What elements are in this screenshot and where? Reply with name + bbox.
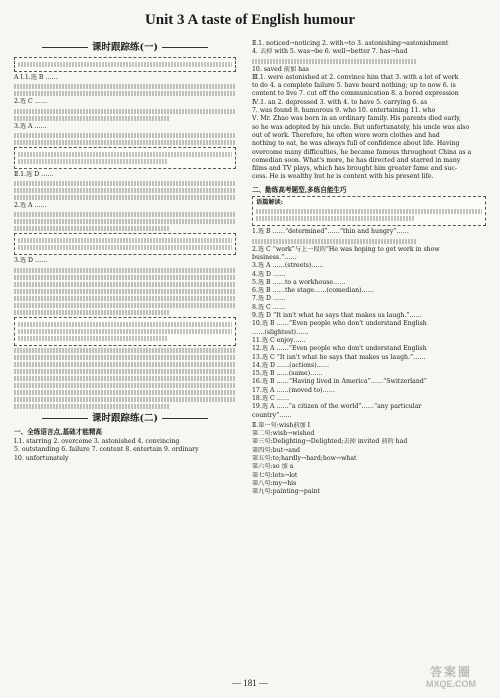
answer-line: 13.选 C “It isn't what he says that makes us laugh.”…… [252,353,426,361]
page-number: — 181 — [232,678,268,688]
correction-line: 第八句:my→his [252,479,297,487]
correction-line: 第四句:but→and [252,446,300,454]
answer-line: 4. 去掉 with 5. was→be 6. well→better 7. has→had [252,48,408,56]
note-label: 语篇解读: [256,199,284,207]
answer-line: 2.选 C …… [14,98,48,106]
reading-note-box-3 [14,233,236,255]
answer-line: 17.选 A ……(moved to)…… [252,386,335,394]
answer-line: business.”…… [252,253,297,261]
answer-line: 3.选 A …… [14,122,47,130]
section-subheading-2: 二、勤练高考题型,多练自能生巧 [252,185,347,194]
essay-line: cess. He is wealthy but he is content with his present life. [252,173,434,181]
answer-line: to do 4. a complete failure 5. have heard nothing; up to now 6. is [252,82,456,90]
correction-line: 第二句:wish→wished [252,430,315,438]
answer-line: A Ⅰ.1.选 B …… [14,74,58,81]
answer-line: 6.选 B ……the stage……(comedian)…… [252,287,374,295]
answer-line: 4.选 D …… [252,270,286,278]
correction-line: 第六句:so 加 a [252,463,294,471]
answer-line: content to live 7. cut off the communication 8. a bored expression [252,90,459,98]
watermark-stamp: 答案圈 MXQE.COM [425,665,476,689]
reading-note-box-2 [14,147,236,169]
answer-line: 8.选 C …… [252,303,286,311]
answer-line: Ⅱ.1.选 D …… [14,170,54,178]
reading-note-box-1 [14,57,236,72]
answer-line: 18.选 C …… [252,394,290,402]
essay-line: films and TV plays, which has brought him greater fame and suc- [252,165,457,173]
answer-line: 5.选 B ……to a workhouse…… [252,278,346,286]
section2-subheading: 一、全练语言点,基础才能精高 [14,427,103,436]
answer-line: 10. saved 前加 has [252,65,309,73]
answer-line: 3.选 A ……(streets)…… [252,262,324,270]
answer-line: country”…… [252,411,292,419]
correction-line: 第五句:to;hardly→hard;how→what [252,455,357,463]
right-column [252,40,486,497]
essay-line: Ⅴ. Mr. Zhao was born in an ordinary family. His parents died early, [252,115,461,123]
reading-note-box-4 [14,317,236,346]
answer-line: 11.选 C enjoy…… [252,336,306,344]
section2-heading: 课时跟踪练(二) [14,413,236,425]
correction-line: 第三句:Delighting→Delighted;去掉 invited 前的 had [252,438,408,446]
vocab-answers-line: 5. outstanding 6. failure 7. content 8. entertain 9. ordinary [14,446,199,454]
vocab-answers-line: Ⅰ.1. starring 2. overcome 3. astonished 4. convincing [14,438,180,446]
answer-line: 2.选 A …… [14,202,47,210]
vocab-answers-line: 10. unfortunately [14,454,69,462]
answer-line: 7. was found 8. humorous 9. who 10. entertaining 11. who [252,107,436,115]
answer-line: 9.选 D “It isn't what he says that makes us laugh.”…… [252,312,422,320]
answer-line: 1.选 B ……“determined”……“thin and hungry”…… [252,228,409,236]
answer-line: Ⅲ.1. were astonished at 2. convince him that 3. with a lot of work [252,73,459,81]
correction-line: 第七句:lots→lot [252,471,298,479]
left-column [14,40,236,463]
reading-note-box-5 [252,196,486,226]
essay-line: nothing to eat, he was always full of confidence about life. Having [252,140,460,148]
answer-line: 16.选 B ……“Having lived in America”……“Switzerland” [252,378,427,386]
answer-line: 15.选 B ……(same)…… [252,370,323,378]
essay-line: comedian soon. What's more, he has directed and starred in many [252,156,461,164]
answer-line: 7.选 D …… [252,295,286,303]
answer-line: 19.选 A ……“a citizen of the world”……“any particular [252,403,422,411]
answer-line: 3.选 D …… [14,257,48,265]
answer-line: 14.选 D ……(actions)…… [252,361,330,369]
answer-line: Ⅱ.1. noticed→noticing 2. with→to 3. astonishing→astonishment [252,40,449,47]
essay-line: so he was adopted by his uncle. But unfortunately, his uncle was also [252,123,470,131]
answer-line: Ⅳ.1. an 2. depressed 3. with 4. to have 5. carrying 6. as [252,98,428,106]
answer-line: 12.选 A ……“Even people who don't understand English [252,345,427,353]
answer-line: 2.选 C “work”与上一段的“He was hoping to get work in show [252,245,440,253]
essay-line: out of work. Therefore, he often wore worn clothes and had [252,131,440,139]
correction-line: Ⅱ.第一句:wish前加 I [252,421,311,429]
correction-line: 第九句:painting→paint [252,488,320,496]
section1-heading: 课时跟踪练(一) [14,42,236,54]
essay-line: overcome many difficulties, he became famous throughout China as a [252,148,472,156]
answer-line: ……(slightest)…… [252,328,309,336]
answer-line: 10.选 B ……“Even people who don't understand English [252,320,427,328]
page-title: Unit 3 A taste of English humour [144,12,356,28]
